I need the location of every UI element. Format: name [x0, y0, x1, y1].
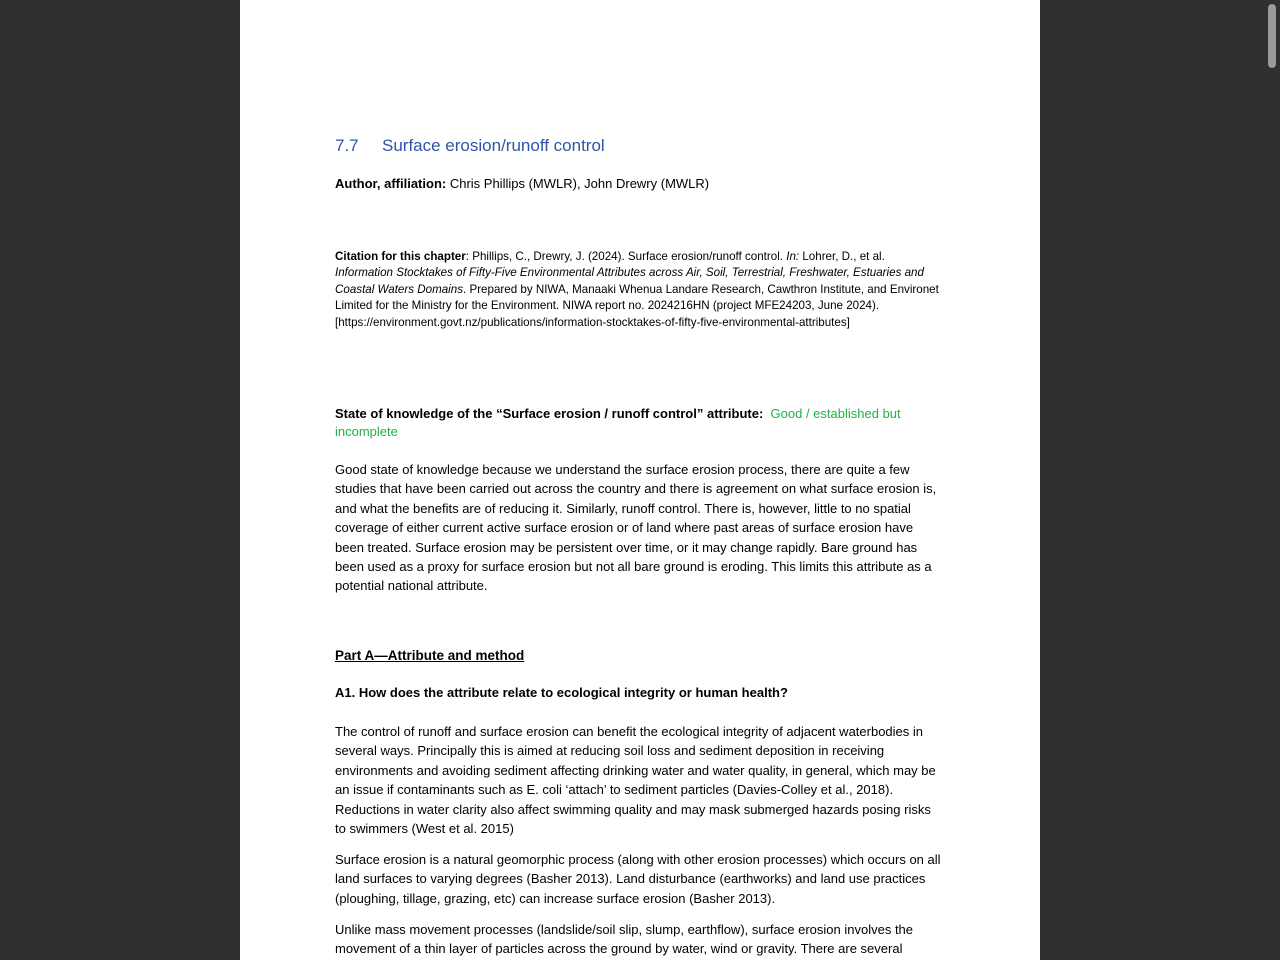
document-page	[240, 0, 1040, 960]
vertical-scrollbar[interactable]	[1266, 0, 1280, 960]
state-of-knowledge	[335, 405, 945, 441]
author-affiliation	[335, 175, 945, 193]
author-value: Chris Phillips (MWLR), John Drewry (MWLR)	[446, 176, 710, 191]
state-label: State of knowledge of the “Surface erosion / runoff control” attribute:	[335, 406, 764, 421]
citation-label: Citation for this chapter	[335, 250, 466, 263]
citation-part1: : Phillips, C., Drewry, J. (2024). Surface erosion/runoff control.	[465, 250, 787, 263]
section-heading	[335, 134, 945, 158]
citation-in: In:	[786, 250, 800, 263]
part-a-heading: Part A—Attribute and method	[335, 648, 525, 663]
citation-report-title: Information Stocktakes of Fifty-Five Environmental Attributes across Air, Soil, Terrestrial, Freshwater, Estuaries and Coastal Waters Domains	[335, 266, 924, 296]
section-title: Surface erosion/runoff control	[382, 136, 605, 155]
paragraph-mass-movement: Unlike mass movement processes (landslide/soil slip, slump, earthflow), surface erosion involves the movement of a thin layer of particles across the ground by water, wind or gravity. There are several	[335, 922, 914, 957]
paragraph-surface-erosion: Surface erosion is a natural geomorphic process (along with other erosion processes) which occurs on all land surfaces to varying degrees (Basher 2013). Land disturbance (earthworks) and land use practices (ploughing, tillage, grazing, etc) can increase surface erosion (Basher 2013).	[335, 852, 941, 906]
paragraph-knowledge: Good state of knowledge because we understand the surface erosion process, there are quite a few studies that have been carried out across the country and there is agreement on what surface erosion is, and what the benefits are of reducing it. Similarly, runoff control. There is, however, little to no spatial coverage of either current active surface erosion or of land where past areas of surface erosion have been treated. Surface erosion may be persistent over time, or it may change rapidly. Bare ground has been used as a proxy for surface erosion but not all bare ground is eroding. This limits this attribute as a potential national attribute.	[335, 462, 937, 594]
citation-block	[335, 249, 945, 331]
state-value: Good / established but incomplete	[335, 406, 901, 439]
scrollbar-thumb[interactable]	[1268, 4, 1276, 68]
citation-part2: Lohrer, D., et al.	[799, 250, 885, 263]
citation-part3: . Prepared by NIWA, Manaaki Whenua Landare Research, Cawthron Institute, and Environet Limited for the Ministry for the Environment. NIWA report no. 2024216HN (project MFE24203, June 2024). [https://environment.govt.nz/publications/information-stocktakes-of-fifty-five-environmental-attributes]	[335, 282, 939, 329]
author-label: Author, affiliation:	[335, 176, 447, 191]
section-number: 7.7	[335, 136, 359, 155]
question-a1: A1. How does the attribute relate to ecological integrity or human health?	[335, 685, 788, 700]
paragraph-runoff-control: The control of runoff and surface erosion can benefit the ecological integrity of adjacent waterbodies in several ways. Principally this is aimed at reducing soil loss and sediment deposition in receiving environments and avoiding sediment affecting drinking water and water quality, in general, which may be an issue if contaminants such as E. coli ‘attach’ to sediment particles (Davies-Colley et al., 2018). Reductions in water clarity also affect swimming quality and may mask submerged hazards posing risks to swimmers (West et al. 2015)	[335, 724, 936, 837]
